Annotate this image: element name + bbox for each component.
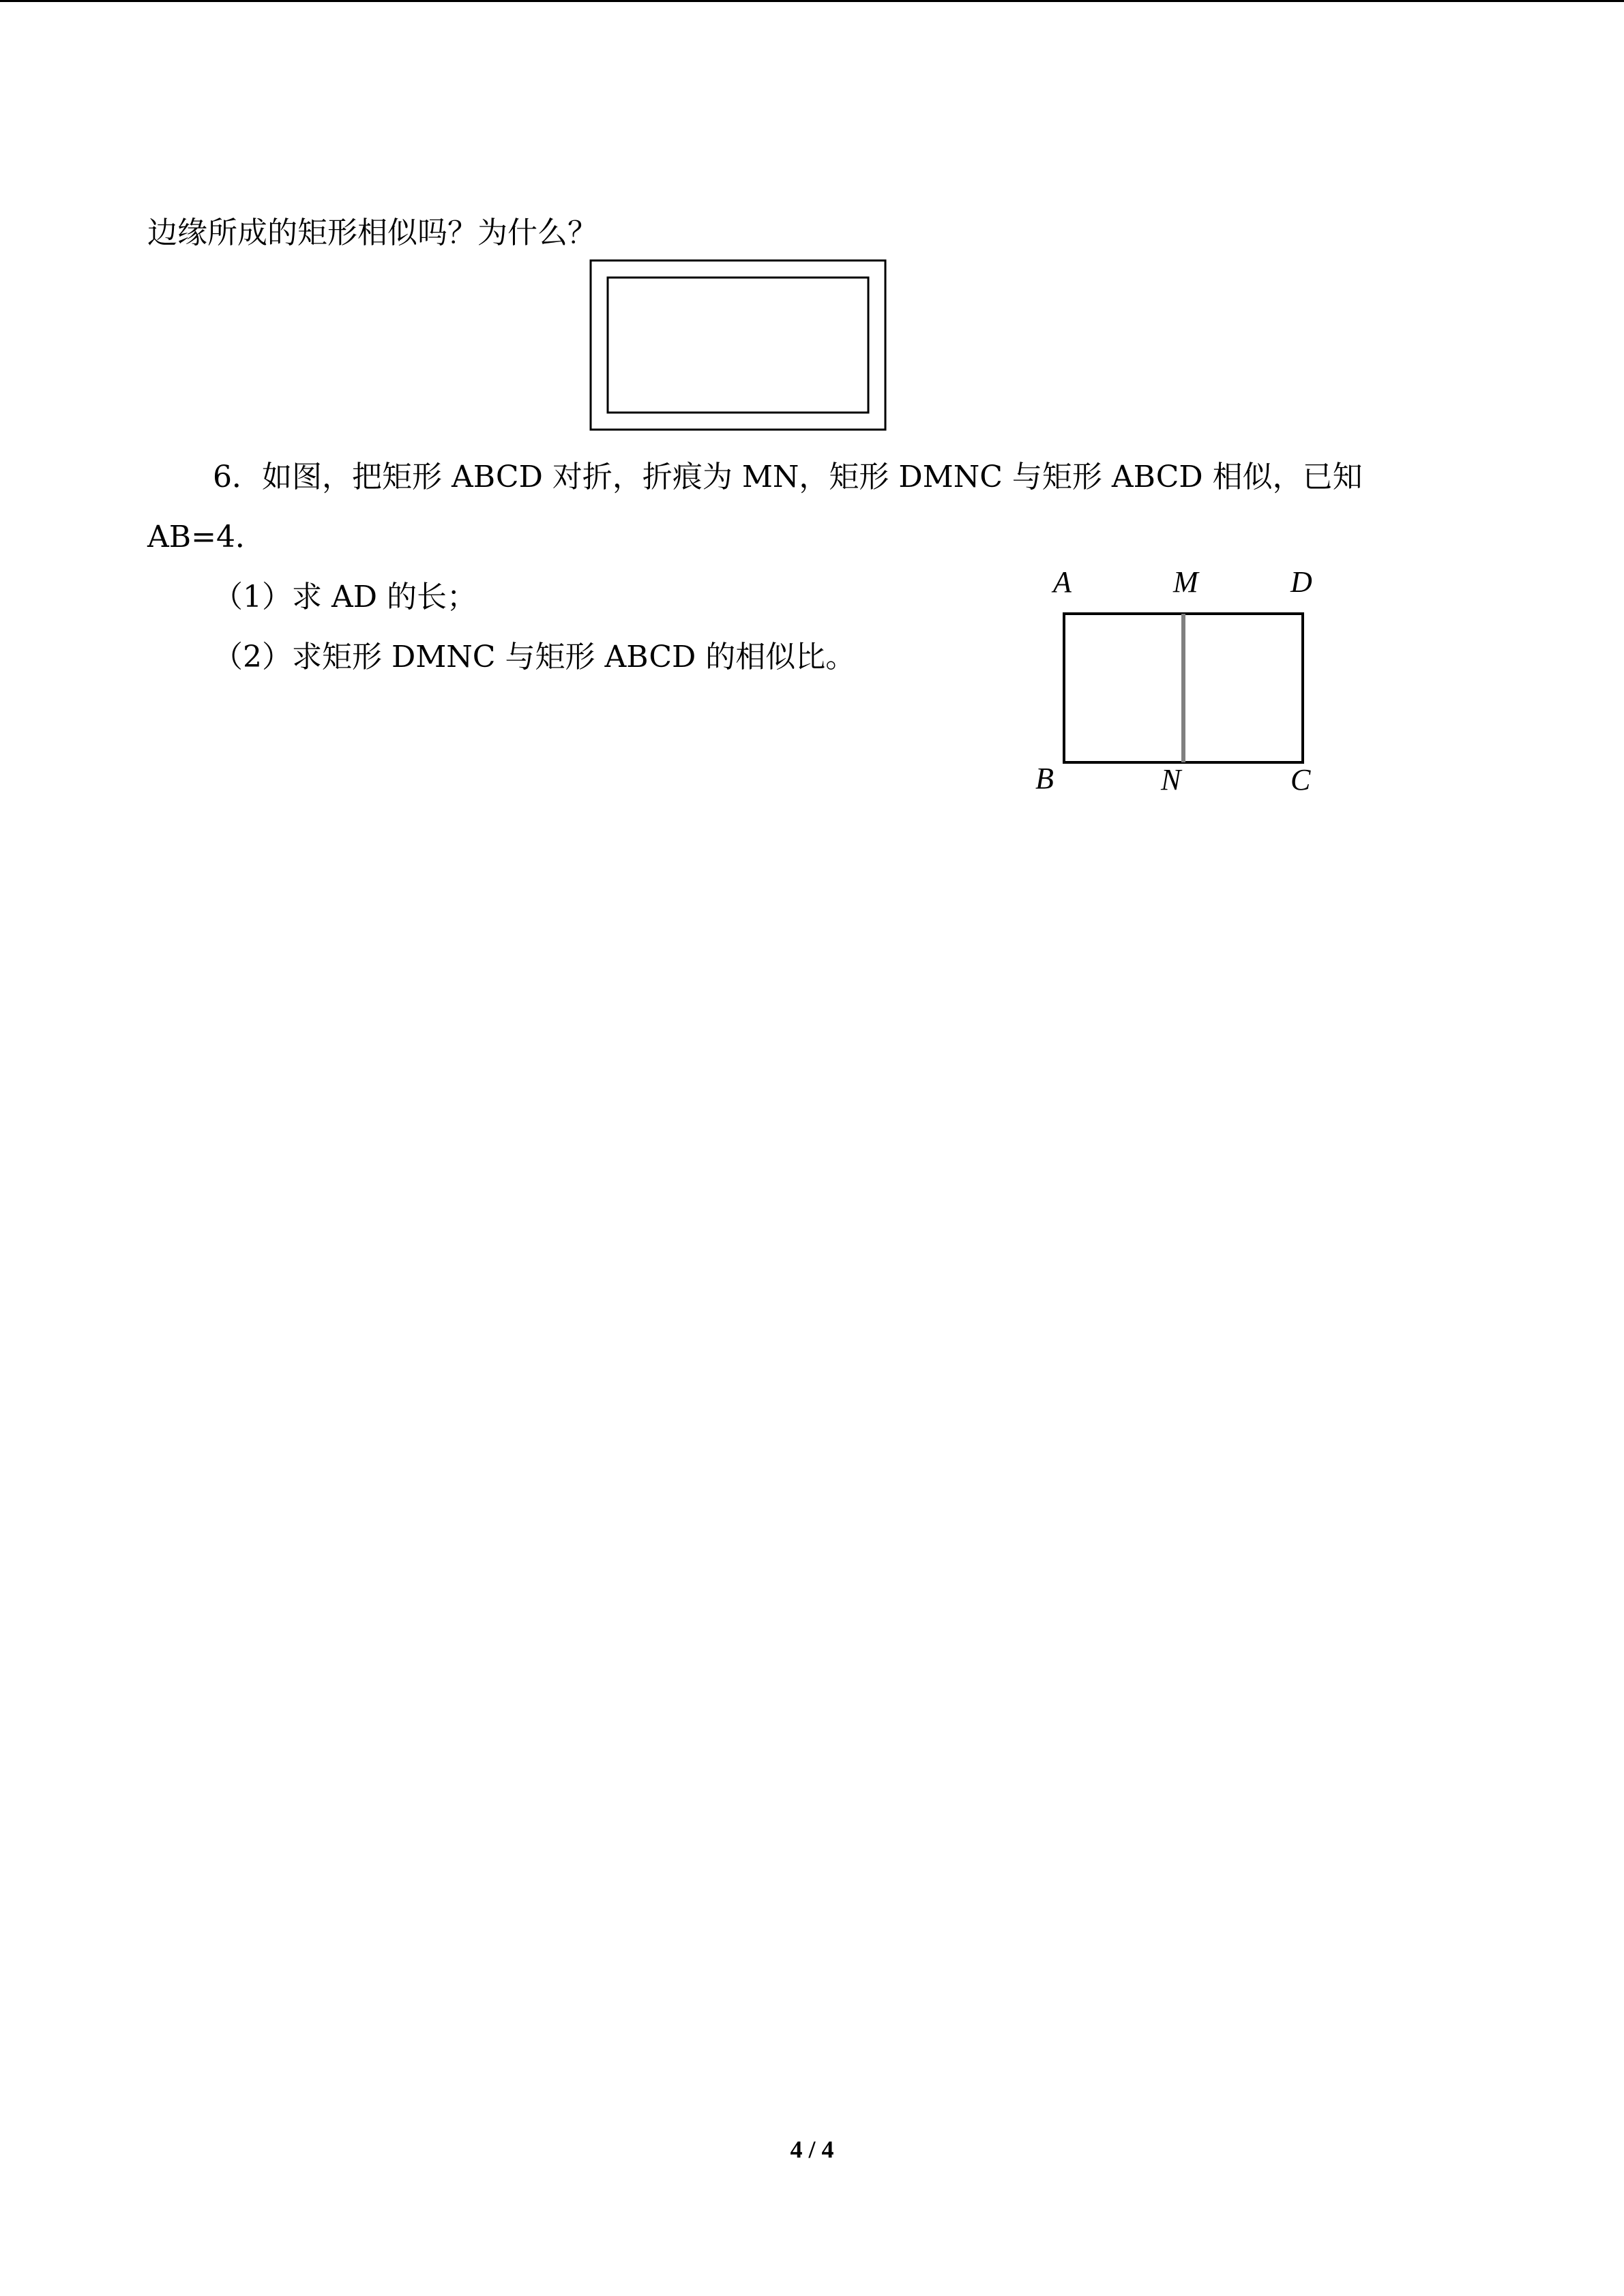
page-number: 4 / 4 xyxy=(790,2136,834,2163)
problem-6-statement: 6．如图，把矩形 ABCD 对折，折痕为 MN，矩形 DMNC 与矩形 ABCD 相似，已知 xyxy=(213,460,1363,494)
label-d: D xyxy=(1290,570,1312,599)
label-n: N xyxy=(1161,763,1181,796)
label-a: A xyxy=(1053,570,1072,599)
rectangle-abcd-figure xyxy=(1030,570,1323,802)
inner-frame-rect xyxy=(608,278,868,413)
label-c: C xyxy=(1290,763,1311,796)
question-1: （1）求 AD 的长； xyxy=(213,580,477,614)
continuation-text: 边缘所成的矩形相似吗？为什么？ xyxy=(147,215,597,250)
question-2: （2）求矩形 DMNC 与矩形 ABCD 的相似比。 xyxy=(213,640,856,674)
picture-frame-figure xyxy=(589,259,887,431)
problem-6-given: AB=4． xyxy=(147,520,265,554)
label-b: B xyxy=(1035,762,1054,795)
top-border-rule xyxy=(0,0,1624,2)
outer-frame-rect xyxy=(591,260,885,430)
label-m: M xyxy=(1173,570,1198,599)
